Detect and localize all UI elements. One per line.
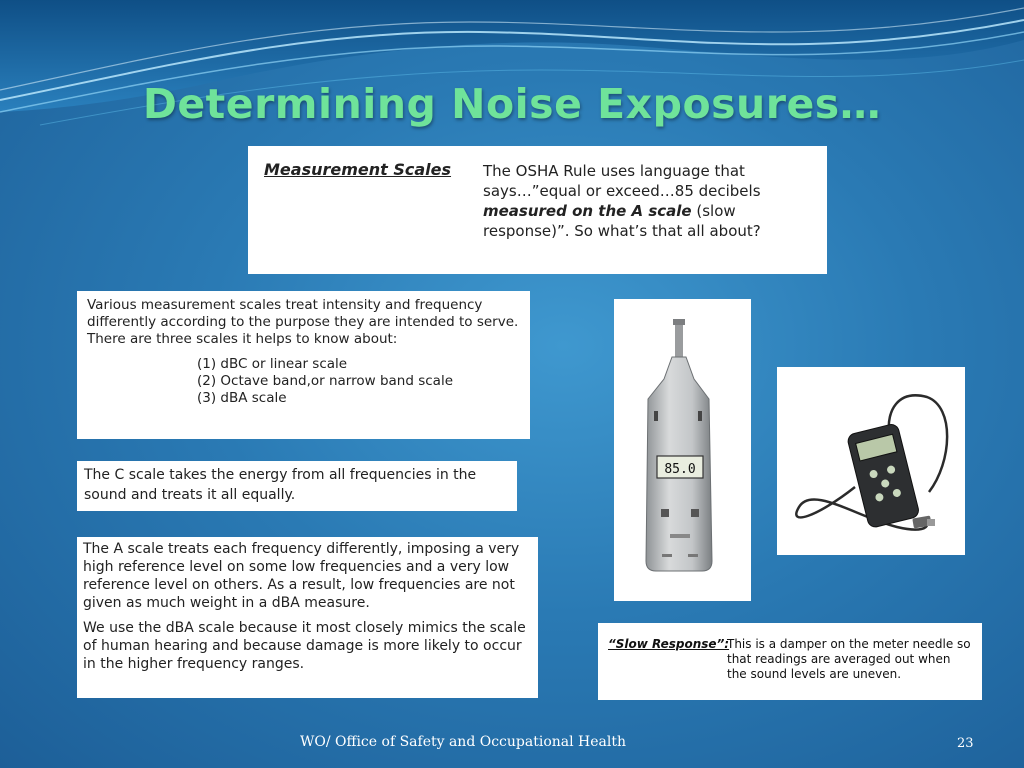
a-scale-box [77,537,538,698]
scale-item-3: (3) dBA scale [197,390,287,406]
scales-intro: Various measurement scales treat intensity and frequency differently according to the purpose they are intended to serve. There are three scales it helps to know about: [87,297,519,347]
slow-response-text: This is a damper on the meter needle so that readings are averaged out when the sound levels are uneven. [727,637,971,681]
footer-text: WO/ Office of Safety and Occupational Health [300,734,627,750]
scale-item-2: (2) Octave band,or narrow band scale [197,373,454,389]
dosimeter-icon [777,367,965,555]
page-number: 23 [957,736,974,751]
meter-display: 85.0 [664,462,696,477]
ms-line1: The OSHA Rule uses language that says…”equal or exceed…85 decibels [483,162,761,200]
slow-response-box [598,623,982,700]
scales-overview-box [77,291,530,439]
c-scale-text: The C scale takes the energy from all frequencies in the sound and treats it all equally. [84,467,477,503]
slow-response-label: “Slow Response”: [608,637,730,651]
a-scale-para1: The A scale treats each frequency differently, imposing a very high reference level on some low frequencies and a very low reference level on others. As a result, low frequencies are not given as much weight in a dBA measure. [83,541,520,611]
ms-emphasis: measured on the A scale [483,202,692,220]
sound-level-meter-icon [614,299,751,601]
noise-dosimeter-image [777,367,965,555]
ms-line2: (slow response)”. So what’s that all about? [483,202,761,240]
measurement-scales-heading: Measurement Scales [264,160,452,179]
sound-level-meter-image [614,299,751,601]
slide-title: Determining Noise Exposures… [142,80,882,128]
c-scale-box [77,461,517,511]
measurement-scales-text [483,161,813,241]
scales-list [197,356,520,407]
scale-item-1: (1) dBC or linear scale [197,356,348,372]
a-scale-para2: We use the dBA scale because it most closely mimics the scale of human hearing and because damage is more likely to occur in the higher frequency ranges. [83,620,526,672]
measurement-scales-box [248,146,827,274]
